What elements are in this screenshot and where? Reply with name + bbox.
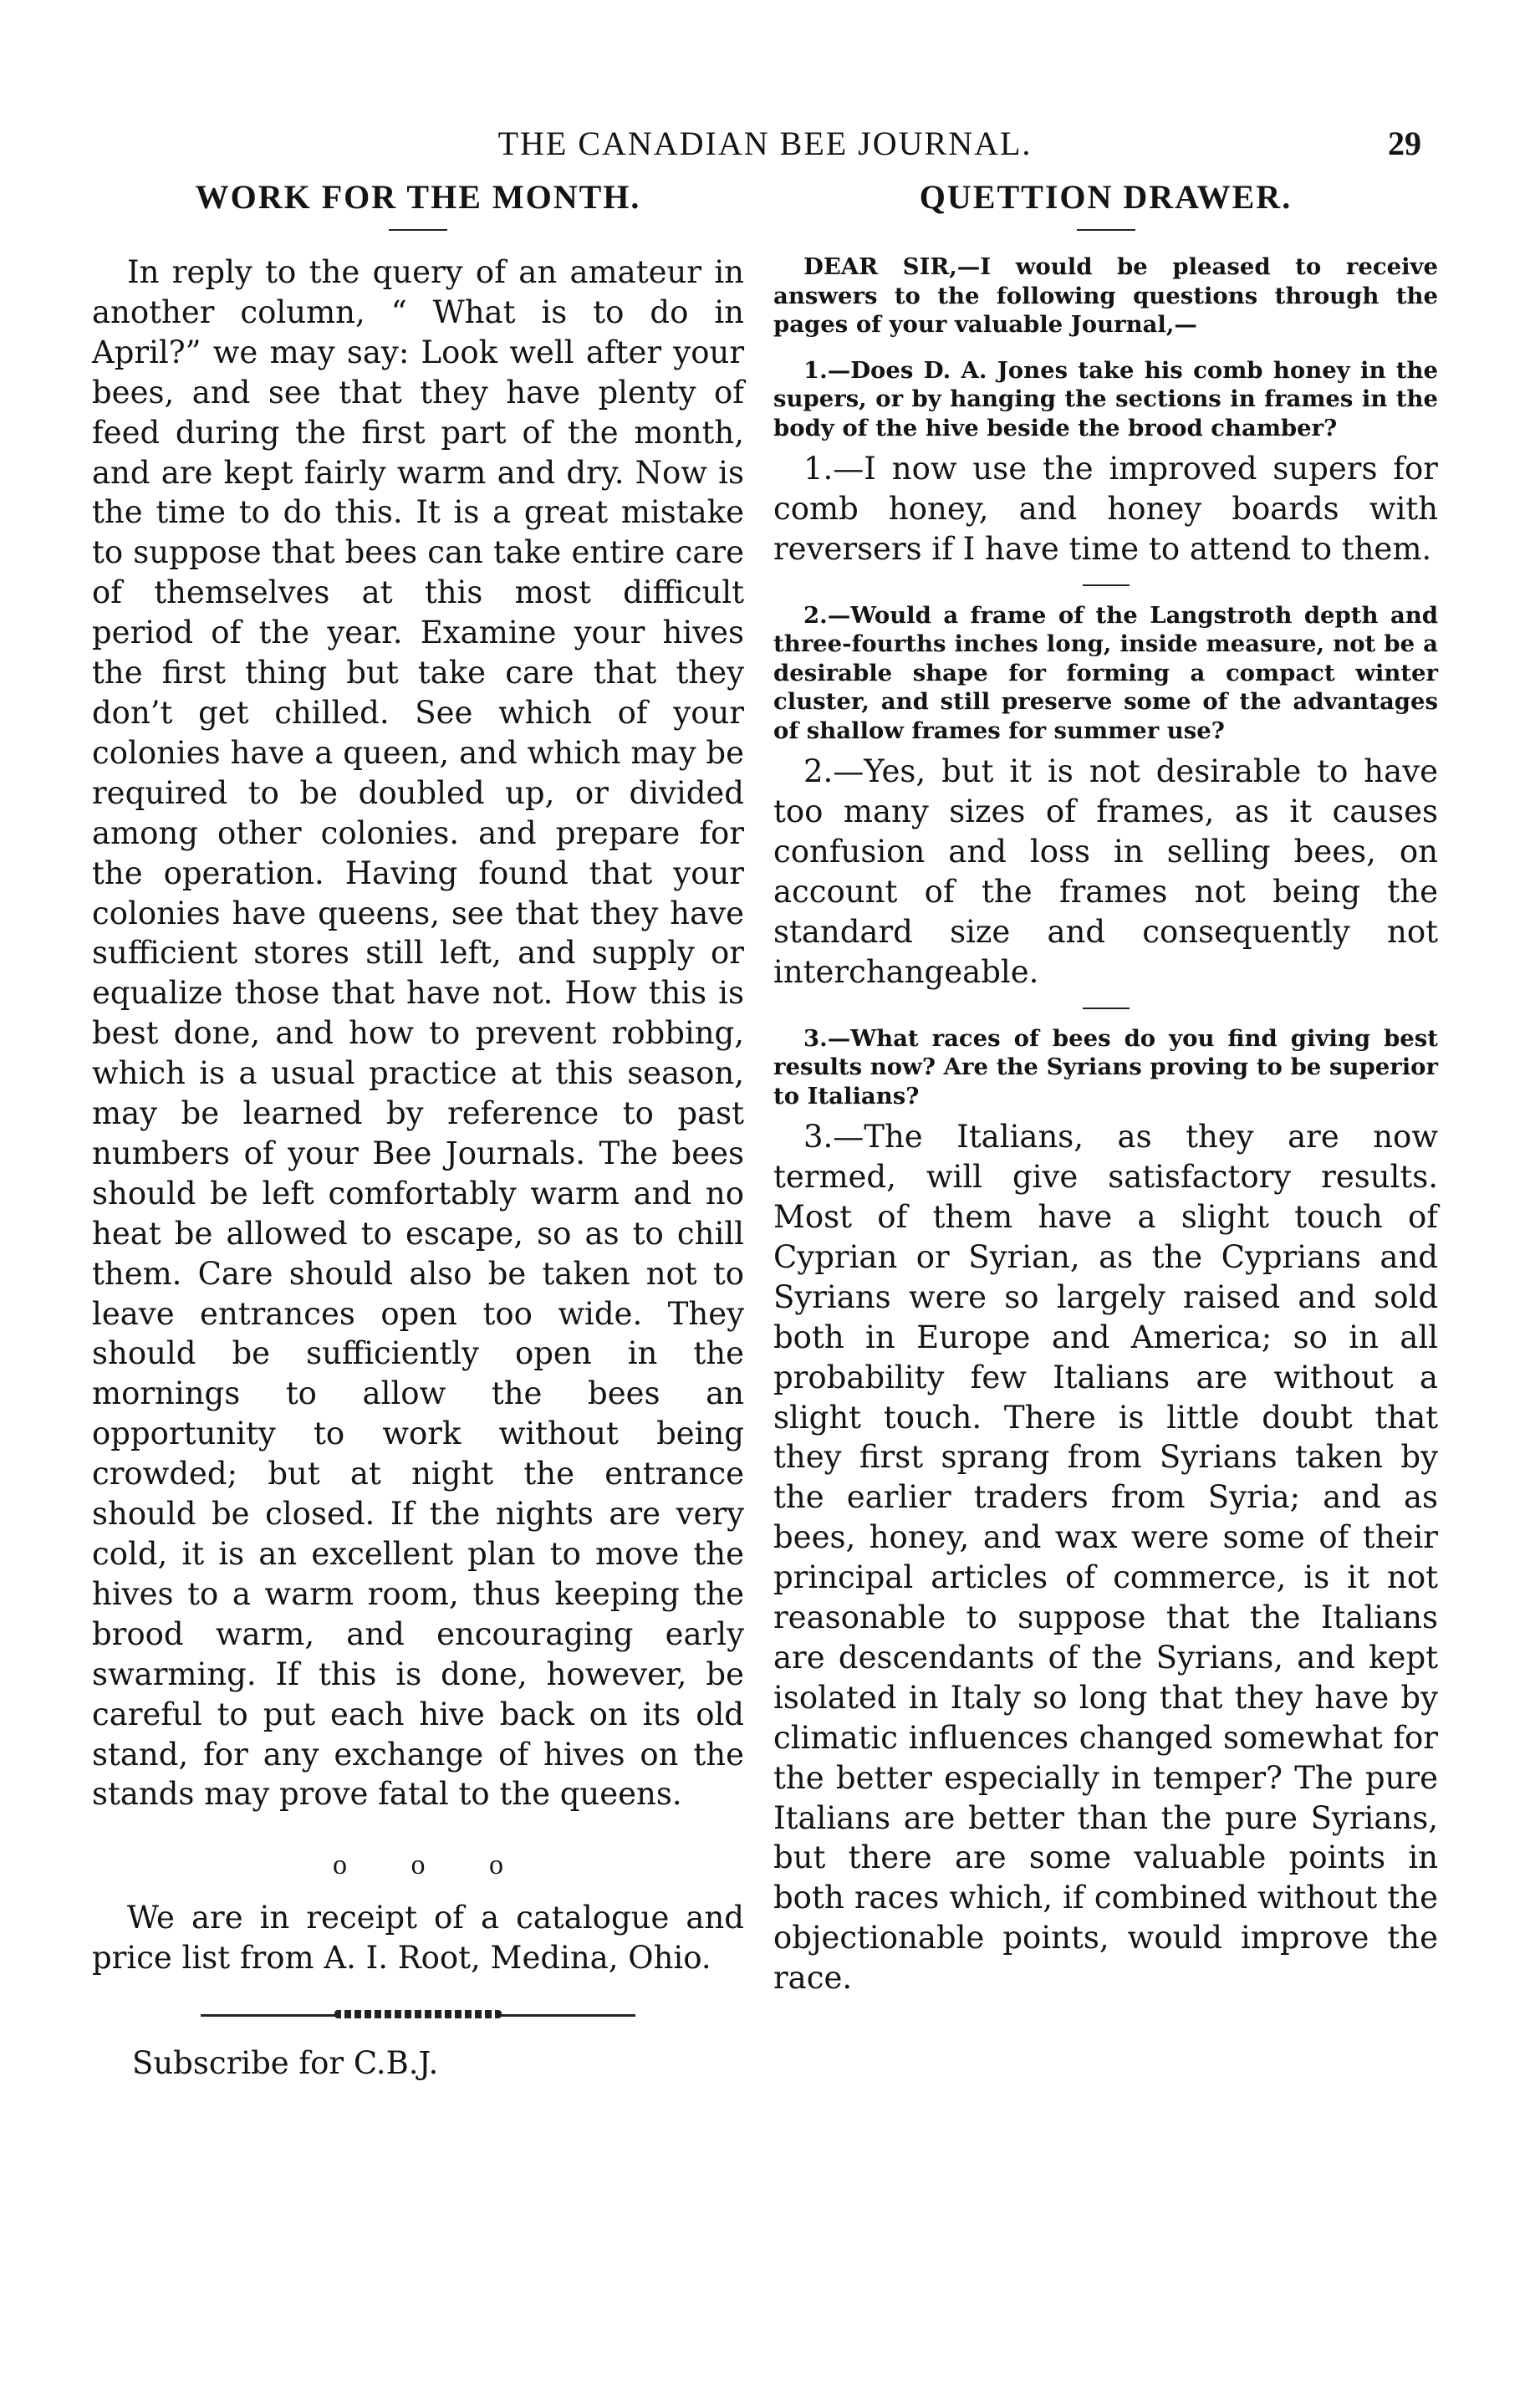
catalogue-notice: We are in receipt of a catalogue and price list from A. I. Root, Medina, Ohio.: [92, 1900, 744, 1977]
subscribe-notice: Subscribe for C.B.J.: [132, 2045, 439, 2082]
page-header: [0, 124, 1530, 166]
page-number: 29: [1388, 125, 1421, 162]
question-1: 1.—Does D. A. Jones take his comb honey in the supers, or by hanging the sections in frames in the body of the hive beside the brood chamber?: [773, 356, 1438, 441]
qa-item: [773, 601, 1438, 992]
title-rule: [1077, 229, 1135, 231]
separator-rule: [1083, 584, 1130, 586]
section-ornament: o o o: [333, 1849, 532, 1881]
article-work-for-the-month: In reply to the query of an amateur in another column, “ What is to do in April?” we may say: Look well after your bees, and see that they have plenty of feed during the first part of the month, and are kept fairly warm and dry. Now is the time to do this. It is a great mistake to suppose that bees can take entire care of themselves at this most difficult period of the year. Examine your hives the first thing but take care that they don’t get chilled. See which of your colonies have a queen, and which may be required to be doubled up, or divided among other colonies. and prepare for the operation. Having found that your colonies have queens, see that they have sufficient stores still left, and supply or equalize those that have not. How this is best done, and how to prevent robbing, which is a usual practice at this season, may be learned by reference to past numbers of your Bee Journals. The bees should be left comfortably warm and no heat be allowed to escape, so as to chill them. Care should also be taken not to leave entrances open too wide. They should be sufficiently open in the mornings to allow the bees an opportunity to work without being crowded; but at night the entrance should be closed. If the nights are very cold, it is an excellent plan to move the hives to a warm room, thus keeping the brood warm, and encouraging early swarming. If this is done, however, be careful to put each hive back on its old stand, for any exchange of hives on the stands may prove fatal to the queens.: [92, 254, 744, 1813]
section-title-work-for-the-month: WORK FOR THE MONTH.: [195, 178, 641, 216]
title-rule: [389, 229, 447, 231]
answer-1: 1.—I now use the improved supers for comb honey, and honey boards with reversers if I have time to attend to them.: [773, 451, 1438, 567]
left-column: [92, 177, 744, 2081]
section-title-question-drawer: QUETTION DRAWER.: [919, 178, 1293, 216]
right-column: [773, 177, 1438, 1998]
separator-rule: [1083, 1008, 1130, 1009]
question-2: 2.—Would a frame of the Langstroth depth and three-fourths inches long, inside measure, not be a desirable shape for forming a compact winter cluster, and still preserve some of the advantages of shallow frames for summer use?: [773, 601, 1438, 744]
decorative-rule: [201, 2007, 635, 2023]
answer-2: 2.—Yes, but it is not desirable to have too many sizes of frames, as it causes confusion and loss in selling bees, on account of the frames not being the standard size and consequently not interchangeable.: [773, 753, 1438, 990]
question-3: 3.—What races of bees do you find giving best results now? Are the Syrians proving to be superior to Italians?: [773, 1024, 1438, 1110]
letter-greeting: DEAR SIR,—I would be pleased to receive answers to the following questions through the pages of your valuable Journal,—: [773, 253, 1438, 338]
qa-item: [773, 1024, 1438, 1998]
answer-3: 3.—The Italians, as they are now termed, will give satisfactory results. Most of them have a slight touch of Cyprian or Syrian, as the Cyprians and Syrians were so largely raised and sold both in Europe and America; so in all probability few Italians are without a slight touch. There is little doubt that they first sprang from Syrians taken by the earlier traders from Syria; and as bees, honey, and wax were some of their principal articles of commerce, is it not reasonable to suppose that the Italians are descendants of the Syrians, and kept isolated in Italy so long that they have by climatic influences changed somewhat for the better especially in temper? The pure Italians are better than the pure Syrians, but there are some valuable points in both races which, if combined without the objectionable points, would improve the race.: [773, 1119, 1438, 1997]
journal-title: THE CANADIAN BEE JOURNAL.: [497, 125, 1033, 162]
qa-item: [773, 356, 1438, 569]
